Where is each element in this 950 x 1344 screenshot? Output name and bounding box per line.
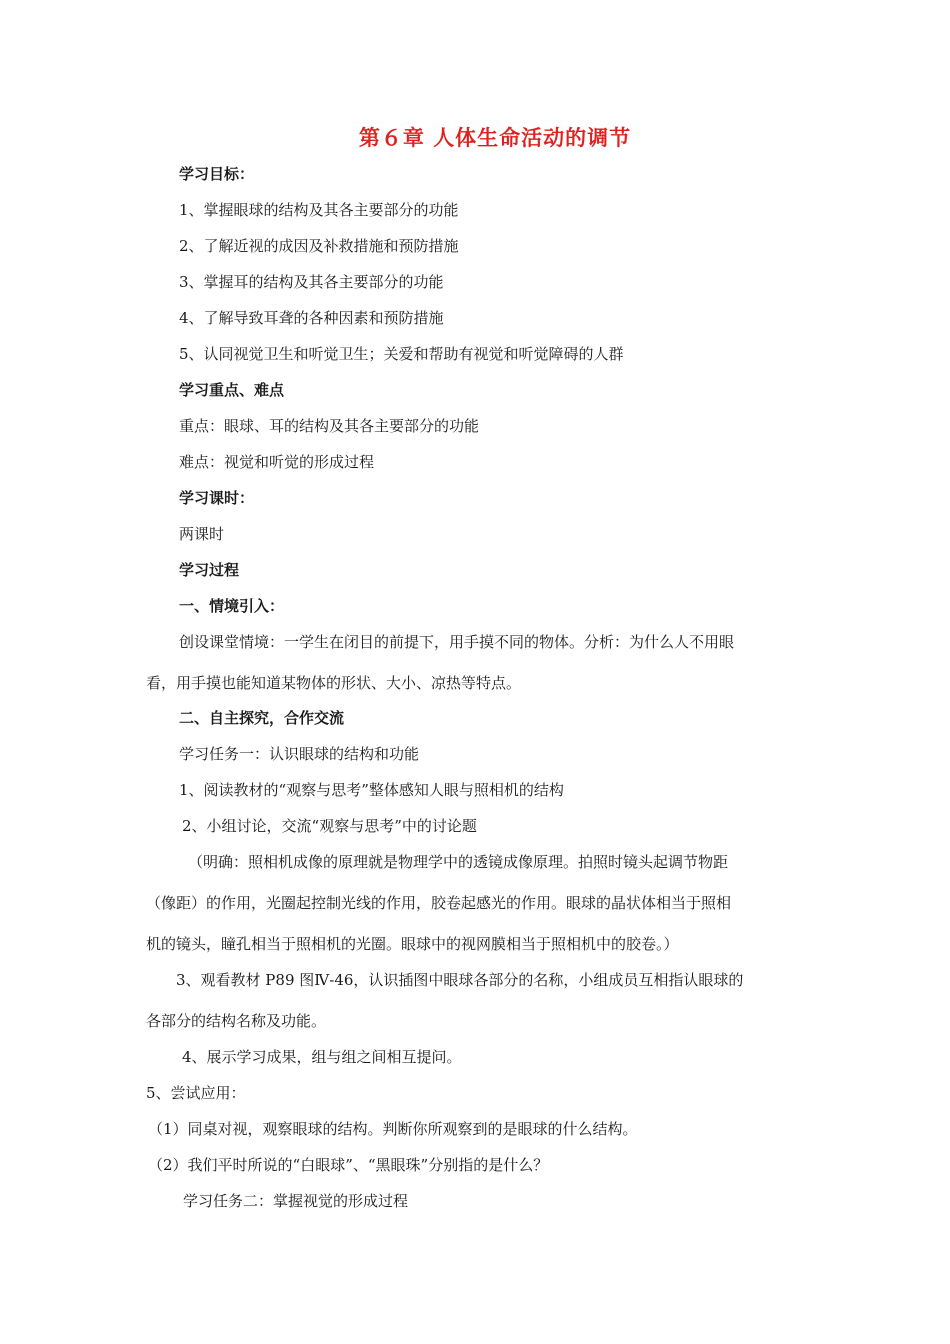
goal-item-5: 5、认同视觉卫生和听觉卫生；关爱和帮助有视觉和听觉障碍的人群	[179, 345, 624, 363]
focus-difficulty: 难点：视觉和听觉的形成过程	[179, 453, 375, 471]
section1-paragraph-line2: 看，用手摸也能知道某物体的形状、大小、凉热等特点。	[146, 674, 522, 692]
step-3-line1: 3、观看教材 P89 图Ⅳ-46，认识插图中眼球各部分的名称，小组成员互相指认眼球的	[176, 971, 744, 989]
goal-item-4: 4、了解导致耳聋的各种因素和预防措施	[179, 309, 444, 327]
process-heading: 学习过程	[179, 561, 240, 579]
goals-heading: 学习目标：	[179, 165, 255, 183]
question-2: （2）我们平时所说的“白眼球”、“黑眼珠”分别指的是什么？	[148, 1156, 549, 1174]
hours-value: 两课时	[179, 525, 225, 543]
section2-heading: 二、自主探究，合作交流	[179, 709, 345, 727]
note-line3: 机的镜头，瞳孔相当于照相机的光圈。眼球中的视网膜相当于照相机中的胶卷。）	[146, 935, 679, 953]
step-4: 4、展示学习成果，组与组之间相互提问。	[182, 1048, 462, 1066]
hours-heading: 学习课时：	[179, 489, 255, 507]
question-1: （1）同桌对视，观察眼球的结构。判断你所观察到的是眼球的什么结构。	[148, 1120, 638, 1138]
focus-heading: 学习重点、难点	[179, 381, 285, 399]
goal-item-1: 1、掌握眼球的结构及其各主要部分的功能	[179, 201, 459, 219]
step-3-line2: 各部分的结构名称及功能。	[146, 1012, 327, 1030]
step-1: 1、阅读教材的“观察与思考”整体感知人眼与照相机的结构	[179, 781, 564, 799]
focus-key: 重点：眼球、耳的结构及其各主要部分的功能	[179, 417, 480, 435]
section1-heading: 一、情境引入：	[179, 597, 285, 615]
goal-item-3: 3、掌握耳的结构及其各主要部分的功能	[179, 273, 444, 291]
step-2: 2、小组讨论，交流“观察与思考”中的讨论题	[182, 817, 477, 835]
note-line2: （像距）的作用，光圈起控制光线的作用，胶卷起感光的作用。眼球的晶状体相当于照相	[146, 894, 732, 912]
note-line1: （明确：照相机成像的原理就是物理学中的透镜成像原理。拍照时镜头起调节物距	[188, 853, 729, 871]
task1-title: 学习任务一：认识眼球的结构和功能	[179, 745, 420, 763]
section1-paragraph-line1: 创设课堂情境：一学生在闭目的前提下，用手摸不同的物体。分析：为什么人不用眼	[179, 633, 735, 651]
goal-item-2: 2、了解近视的成因及补救措施和预防措施	[179, 237, 459, 255]
document-title: 第６章 人体生命活动的调节	[358, 126, 632, 150]
task2-title: 学习任务二：掌握视觉的形成过程	[183, 1192, 409, 1210]
step-5: 5、尝试应用：	[146, 1084, 246, 1102]
